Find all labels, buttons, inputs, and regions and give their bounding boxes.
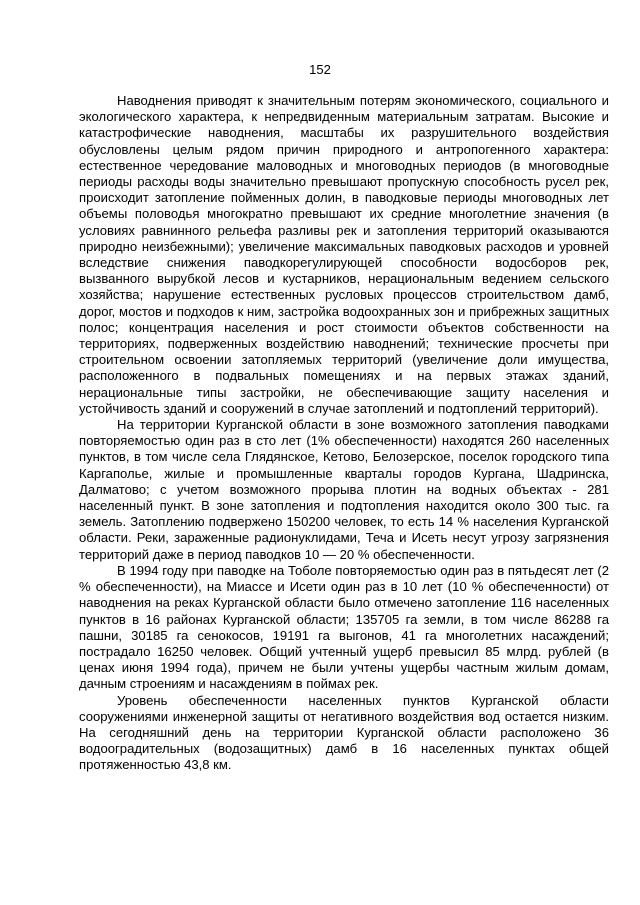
paragraph-flood-causes: Наводнения приводят к значительным потерям экономического, социального и экологического характера, к непредвиденным материальным затратам. Высокие и катастрофические наводнения, масштабы их разрушительного воздействия обусловлены целым рядом причин природного и антропогенного характера: естественное чередование маловодных и многоводных периодов (в многоводные периоды расходы воды значительно превышают пропускную способность русел рек, происходит затопление пойменных долин, в паводковые периоды многоводных лет объемы половодья многократно превышают их средние многолетние значения (в условиях равнинного рельефа разливы рек и затопления территорий оказываются природно неизбежными); увеличение максимальных паводковых расходов и уровней вследствие снижения паводкорегулирующей способности водосборов рек, вызванного вырубкой лесов и кустарников, нерациональным ведением сельского хозяйства; нарушение естественных русловых процессов строительством дамб, дорог, мостов и подходов к ним, застройка водоохранных зон и прибрежных защитных полос; концентрация населения и рост стоимости объектов собственности на территориях, подверженных воздействию наводнений; технические просчеты при строительном освоении затопляемых территорий (увеличение доли имущества, расположенного в подвальных помещениях и на первых этажах зданий, нерациональные типы застройки, не обеспечивающие защиту населения и устойчивость зданий и сооружений в случае затоплений и подтоплений территорий). <box>79 93 609 416</box>
paragraph-flood-zone-kurgan: На территории Курганской области в зоне возможного затопления паводками повторяемостью один раз в сто лет (1% обеспеченности) находятся 260 населенных пунктов, в том числе села Глядянское, Кетово, Белозерское, поселок городского типа Каргаполье, жилые и промышленные кварталы городов Кургана, Шадринска, Далматово; с учетом возможного прорыва плотин на водных объектах - 281 населенный пункт. В зоне затопления и подтопления находится около 300 тыс. га земель. Затоплению подвержено 150200 человек, то есть 14 % населения Курганской области. Реки, зараженные радионуклидами, Теча и Исеть несут угрозу загрязнения территорий даже в период паводков 10 — 20 % обеспеченности. <box>79 417 609 562</box>
document-body <box>79 93 609 774</box>
page-number: 152 <box>309 62 331 77</box>
paragraph-flood-1994: В 1994 году при паводке на Тоболе повторяемостью один раз в пятьдесят лет (2 % обеспеченности), на Миассе и Исети один раз в 10 лет (10 % обеспеченности) от наводнения на реках Курганской области было отмечено затопление 116 населенных пунктов в 16 районах Курганской области; 135705 га земли, в том числе 86288 га пашни, 30185 га сенокосов, 19191 га выгонов, 41 га многолетних насаждений; пострадало 16250 человек. Общий учтенный ущерб превысил 85 млрд. рублей (в ценах июня 1994 года), причем не были учтены ущербы частным жилым домам, дачным строениям и насаждениям в поймах рек. <box>79 562 609 692</box>
paragraph-protection-level: Уровень обеспеченности населенных пунктов Курганской области сооружениями инженерной защиты от негативного воздействия вод остается низким. На сегодняшний день на территории Курганской области расположено 36 водооградительных (водозащитных) дамб в 16 населенных пунктах общей протяженностью 43,8 км. <box>79 692 609 773</box>
